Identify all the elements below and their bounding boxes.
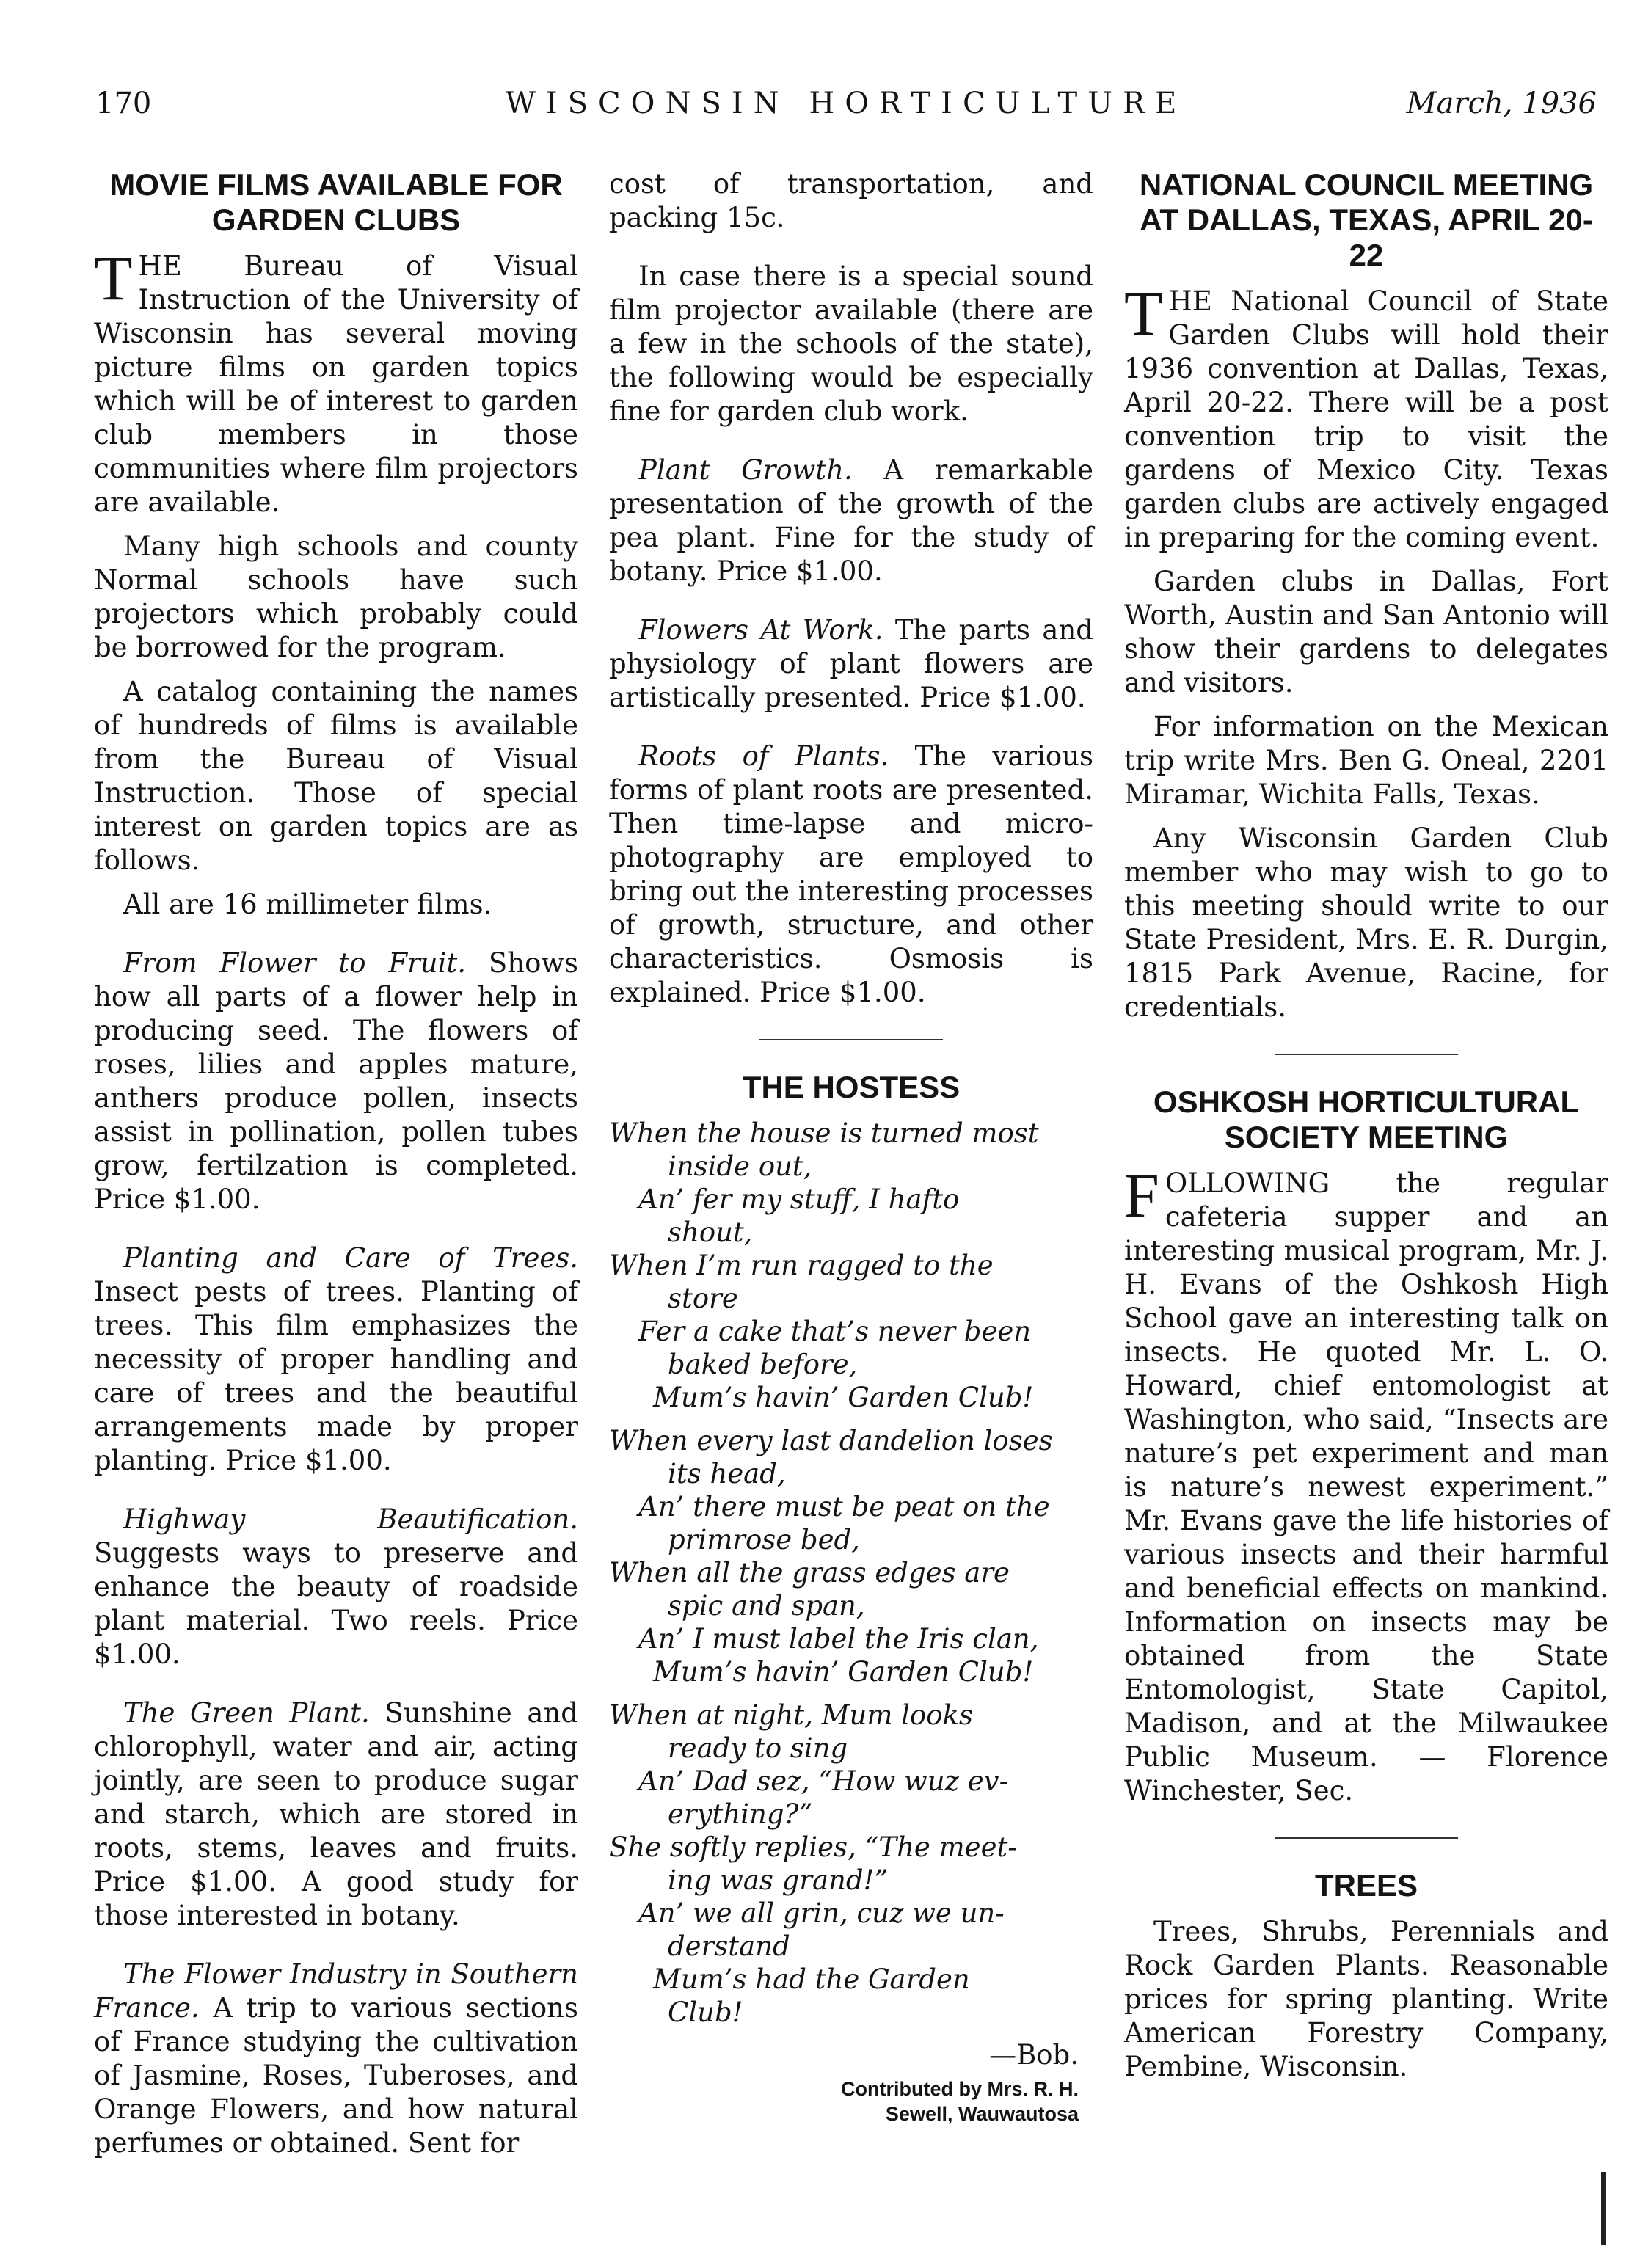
national-paragraph: For information on the Mexican trip write Mrs. Ben G. Oneal, 2201 Miramar, Wichita Falls, Texas. xyxy=(1124,711,1608,810)
film-title: Roots of Plants. xyxy=(638,740,889,772)
national-council-heading: NATIONAL COUNCIL MEETING AT DALLAS, TEXAS, APRIL 20-22 xyxy=(1139,167,1594,272)
poem-stanza xyxy=(609,1699,1093,2029)
movie-continued-paragraph: cost of transportation, and packing 15c. xyxy=(609,168,1093,233)
film-title: The Flower Industry in Southern France. xyxy=(94,1958,578,2024)
film-entry: Flowers At Work. The parts and physiology of plant flowers are artistically presented. Price $1.00. xyxy=(609,614,1093,713)
film-entry: Roots of Plants. The various forms of plant roots are presented. Then time-lapse and micro-photography are employed to bring out the interesting processes of growth, structure, and other characteristics. Osmosis is explained. Price $1.00. xyxy=(609,740,1093,1008)
poem-line: When I’m run ragged to the xyxy=(609,1250,994,1281)
poem-line: its head, xyxy=(668,1458,786,1489)
issue-date: March, 1936 xyxy=(1406,87,1597,120)
poem-line: When every last dandelion loses xyxy=(609,1425,1053,1456)
poem-line: Mum’s havin’ Garden Club! xyxy=(653,1382,1034,1413)
column-2 xyxy=(609,167,1093,2126)
page-number: 170 xyxy=(95,87,152,120)
contributor-line: Contributed by Mrs. R. H. xyxy=(841,2078,1079,2100)
national-paragraph: Garden clubs in Dallas, Fort Worth, Austin and San Antonio will show their gardens to delegates and visitors. xyxy=(1124,566,1608,699)
poem-line: ready to sing xyxy=(668,1732,848,1764)
poem-stanza xyxy=(609,1424,1093,1688)
film-entry: Planting and Care of Trees. Insect pests of trees. Planting of trees. This film emphasizes the necessity of proper handling and care of trees and the beautiful arrangements made by proper planting. Price $1.00. xyxy=(94,1242,578,1476)
film-title: The Green Plant. xyxy=(123,1697,370,1729)
drop-cap: F xyxy=(1124,1160,1159,1230)
column-1 xyxy=(94,167,578,2170)
poem-line: An’ we all grin, cuz we un- xyxy=(638,1897,1005,1929)
poem-line: erything?” xyxy=(668,1798,813,1830)
film-title: From Flower to Fruit. xyxy=(123,947,467,979)
movie-paragraph: A catalog containing the names of hundreds of films is available from the Bureau of Visual Instruction. Those of special interest on garden topics are as follows. xyxy=(94,676,578,876)
hostess-poem xyxy=(609,1117,1093,2029)
poem-line: An’ Dad sez, “How wuz ev- xyxy=(638,1765,1009,1797)
movie-paragraph: In case there is a special sound film projector available (there are a few in the schools of the state), the following would be especially fine for garden club work. xyxy=(609,260,1093,427)
poem-line: ing was grand!” xyxy=(668,1864,889,1896)
film-entry: Plant Growth. A remarkable presentation of the growth of the pea plant. Fine for the study of botany. Price $1.00. xyxy=(609,454,1093,587)
trees-heading: TREES xyxy=(1314,1868,1418,1903)
section-divider xyxy=(1275,1837,1458,1839)
poem-signature: —Bob. xyxy=(989,2039,1079,2071)
scan-edge-mark xyxy=(1601,2172,1606,2245)
poem-line: Fer a cake that’s never been xyxy=(638,1316,1032,1347)
poem-line: shout, xyxy=(668,1217,753,1248)
section-divider xyxy=(1275,1054,1458,1055)
oshkosh-paragraph: FOLLOWING the regular cafeteria supper and an interesting musical program, Mr. J. H. Evans of the Oshkosh High School gave an interesting talk on insects. He quoted Mr. L. O. Howard, chief entomologist at Washington, who said, “Insects are nature’s pet experiment and man is nature’s newest experiment.” Mr. Evans gave the life histories of various insects and their harmful and beneficial effects on mankind. Information on insects may be obtained from the State Entomologist, State Capitol, Madison, and at the Milwaukee Public Museum. — Florence Winchester, Sec. xyxy=(1124,1160,1608,1806)
poem-stanza xyxy=(609,1117,1093,1414)
poem-line: When the house is turned most xyxy=(609,1117,1039,1149)
drop-cap: T xyxy=(94,243,133,313)
movie-paragraph: Many high schools and county Normal schools have such projectors which probably could be borrowed for the program. xyxy=(94,530,578,663)
movie-intro-paragraph: THE Bureau of Visual Instruction of the University of Wisconsin has several moving picture films on garden topics which will be of interest to garden club members in those communities where film projectors are available. xyxy=(94,243,578,518)
poem-line: inside out, xyxy=(668,1151,812,1182)
hostess-heading: THE HOSTESS xyxy=(742,1070,961,1104)
poem-line: derstand xyxy=(668,1930,790,1962)
national-paragraph: THE National Council of State Garden Clubs will hold their 1936 convention at Dallas, Texas, April 20-22. There will be a post convention trip to visit the gardens of Mexico City. Texas garden clubs are actively engaged in preparing for the coming event. xyxy=(1124,278,1608,553)
film-title: Flowers At Work. xyxy=(638,614,883,646)
poem-line: An’ fer my stuff, I hafto xyxy=(638,1184,960,1215)
film-title: Plant Growth. xyxy=(638,454,853,486)
column-3 xyxy=(1124,167,1608,2094)
contributor-line: Sewell, Wauwautosa xyxy=(885,2103,1079,2125)
film-title: Highway Beautification. xyxy=(123,1503,578,1535)
poem-line: Mum’s havin’ Garden Club! xyxy=(653,1656,1034,1688)
poem-line: baked before, xyxy=(668,1349,858,1380)
poem-line: When at night, Mum looks xyxy=(609,1699,973,1731)
poem-line: spic and span, xyxy=(668,1590,865,1622)
film-entry: The Green Plant. Sunshine and chlorophyll, water and air, acting jointly, are seen to produce sugar and starch, which are stored in roots, stems, leaves and fruits. Price $1.00. A good study for those interested in botany. xyxy=(94,1697,578,1931)
film-entry: The Flower Industry in Southern France. A trip to various sections of France studying the cultivation of Jasmine, Roses, Tuberoses, and Orange Flowers, and how natural perfumes or obtained. Sent for xyxy=(94,1958,578,2159)
movie-paragraph: All are 16 millimeter films. xyxy=(123,889,492,920)
national-paragraph: Any Wisconsin Garden Club member who may wish to go to this meeting should write to our State President, Mrs. E. R. Durgin, 1815 Park Avenue, Racine, for credentials. xyxy=(1124,823,1608,1023)
poem-line: An’ there must be peat on the xyxy=(638,1491,1050,1523)
journal-title: WISCONSIN HORTICULTURE xyxy=(505,87,1187,120)
film-title: Planting and Care of Trees. xyxy=(123,1242,578,1274)
poem-line: She softly replies, “The meet- xyxy=(609,1831,1017,1863)
page-header xyxy=(95,87,1597,131)
oshkosh-heading: OSHKOSH HORTICULTURAL SOCIETY MEETING xyxy=(1153,1084,1580,1154)
film-entry: Highway Beautification. Suggests ways to preserve and enhance the beauty of roadside plant material. Two reels. Price $1.00. xyxy=(94,1503,578,1670)
film-entry: From Flower to Fruit. Shows how all parts of a flower help in producing seed. The flowers of roses, lilies and apples mature, anthers produce pollen, insects assist in pollination, pollen tubes grow, fertilzation is completed. Price $1.00. xyxy=(94,947,579,1215)
poem-line: When all the grass edges are xyxy=(609,1557,1010,1589)
movie-films-heading: MOVIE FILMS AVAILABLE FOR GARDEN CLUBS xyxy=(109,167,563,237)
poem-line: primrose bed, xyxy=(668,1524,860,1556)
poem-line: Club! xyxy=(668,1997,743,2028)
drop-cap: T xyxy=(1124,278,1163,349)
poem-line: store xyxy=(668,1283,738,1314)
trees-advertisement: Trees, Shrubs, Perennials and Rock Garden Plants. Reasonable prices for spring planting. Write American Forestry Company, Pembine, Wisconsin. xyxy=(1124,1916,1608,2082)
poem-line: Mum’s had the Garden xyxy=(653,1963,970,1995)
poem-line: An’ I must label the Iris clan, xyxy=(638,1623,1039,1655)
section-divider xyxy=(759,1039,943,1040)
